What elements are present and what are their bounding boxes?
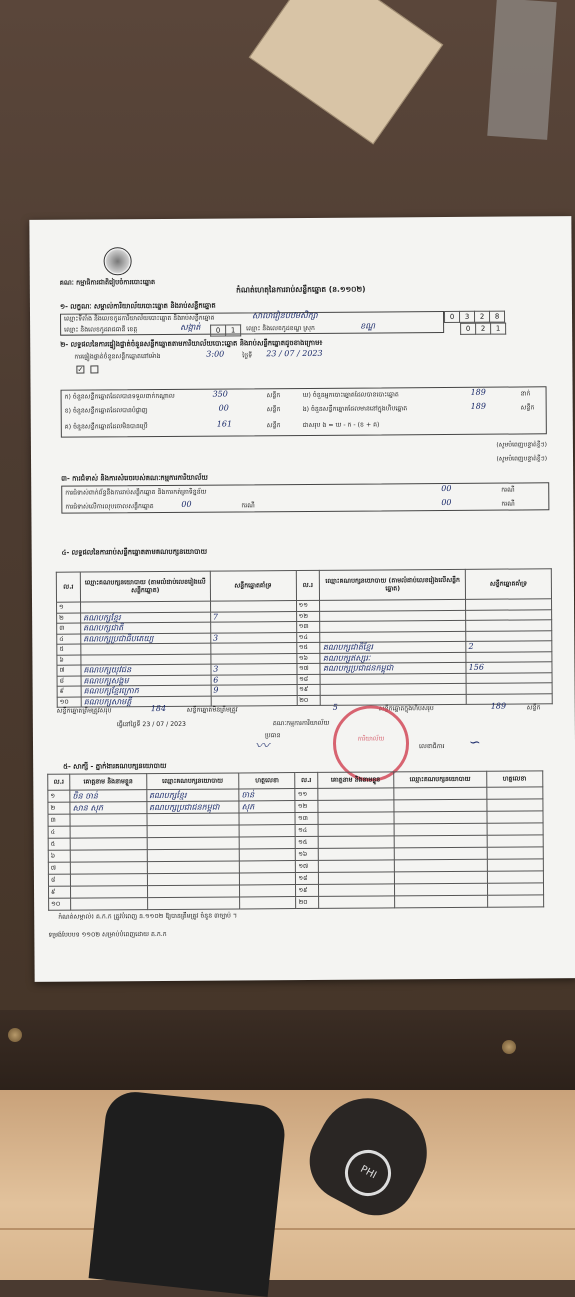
table-cell: ៤ (57, 634, 81, 645)
secretary-label: លេខាធិការ (419, 743, 445, 751)
table-cell: ៧ (48, 862, 70, 874)
table-cell (147, 825, 240, 838)
table-cell (486, 799, 543, 811)
objection-1-value: 00 (441, 483, 452, 494)
checkbox-icon[interactable]: ✓ (77, 365, 84, 374)
table-cell (466, 599, 552, 610)
table-cell: ១៤ (296, 632, 320, 643)
table-cell (210, 643, 296, 654)
table-cell: គណបក្សសាមគ្គី (81, 696, 211, 707)
office-name-label: ឈ្មោះទីតាំង និងលេខកូដការិយាល័យបោះឆ្នោត និងរាប់សន្លឹកឆ្នោត (64, 314, 215, 323)
table-cell (318, 812, 395, 825)
table-cell (318, 896, 395, 909)
election-form (29, 216, 575, 982)
table-cell (318, 836, 395, 849)
table-cell (147, 897, 240, 910)
row-b-unit: សន្លឹក (266, 406, 281, 414)
table-cell: ១៧ (296, 663, 320, 674)
row-a-label: ក) ចំនួនសន្លឹកឆ្នោតដែលបានទទួលពាក់កណ្តាល (64, 392, 175, 401)
row-d-unit: នាក់ (520, 390, 531, 398)
table-cell (394, 823, 487, 836)
fill-note: (សូមបំពេញបន្ទាត់ខ្លីៗ) (496, 455, 548, 463)
table-cell: គណបក្សខ្មែរ (146, 789, 239, 802)
table-cell: គណបក្សប្រជាធិបតេយ្យ (81, 633, 211, 644)
table-cell (211, 695, 297, 706)
formula: ជាសរុប ង = ឃ - ក - (ខ + គ) (302, 421, 380, 429)
table-cell (466, 620, 552, 631)
table-cell: សុភ (239, 801, 295, 813)
table-cell (71, 898, 148, 911)
table-cell: ៥ (48, 838, 70, 850)
footnote-2: ទម្រង់បែបបទ ១១០២ សម្រាប់បំពេញដោយ គ.ក.ក (48, 930, 167, 939)
table-cell (487, 871, 544, 883)
table-cell (211, 653, 297, 664)
table-cell (318, 824, 395, 837)
table-cell: 3 (211, 664, 297, 675)
table-cell (318, 860, 395, 873)
total-all-label: សន្លឹកឆ្នោតក្នុងហិបសរុប (378, 705, 434, 713)
case-unit: ករណី (241, 502, 255, 510)
table-cell: ៦ (48, 850, 70, 862)
district-value: ខណ្ឌ (360, 321, 375, 331)
table-cell (394, 799, 487, 812)
table-cell: គណបក្សយុវជន (81, 664, 211, 675)
table-cell (240, 873, 296, 885)
table-cell (318, 872, 395, 885)
table-cell (210, 622, 296, 633)
table-cell (466, 651, 552, 662)
table-cell (240, 885, 296, 897)
table-cell (239, 837, 295, 849)
table-cell: ១១ (295, 788, 317, 800)
objection-1-label: ការជំទាស់ពាក់ព័ន្ធនឹងការរាប់សន្លឹកឆ្នោត និងការកត់ត្រាទិន្នន័យ (65, 488, 207, 497)
time-label: ការផ្ទៀងផ្ទាត់ចំនួនសន្លឹកឆ្នោតនៅម៉ោង (74, 352, 161, 361)
row-b-value: 00 (218, 403, 229, 413)
row-d-label: ឃ) ចំនួនអ្នកបោះឆ្នោតដែលបានបោះឆ្នោត (302, 391, 399, 399)
chair-signature: 〰 (254, 738, 270, 755)
table-cell (70, 814, 147, 827)
row-d-value: 189 (470, 387, 486, 397)
table-cell (394, 835, 487, 848)
table-cell (487, 859, 544, 871)
row-c-unit: សន្លឹក (266, 422, 281, 430)
table-cell (466, 609, 552, 620)
table-cell: គណបក្សជាតិខ្មែរ (320, 641, 466, 653)
table-cell: ៩ (57, 686, 81, 697)
table-cell (394, 859, 487, 872)
organization-name: គណៈ កម្មាធិការជាតិរៀបចំការបោះឆ្នោត (59, 278, 156, 287)
total-invalid-value: 5 (332, 702, 338, 712)
table-cell: ៨ (57, 676, 81, 687)
table-cell (394, 871, 487, 884)
table-row (49, 895, 544, 910)
district-label: ឈ្មោះ និងលេខកូដខណ្ឌ ស្រុក (246, 324, 315, 333)
table-cell: 3 (210, 632, 296, 643)
witness-table: ល.រ គោត្តនាម និងនាមខ្លួន ឈ្មោះគណបក្សនយោបាយ ហត្ថលេខា ល.រ គោត្តនាម និងនាមខ្លួន ឈ្មោះគណបក្សនយោបាយ ហត្ថលេខា ១ ចិន ចាន់ គណបក្សខ្មែរ ចាន់ ១១ ២ សាន សុភ គណបក្សប្រជាជនកម្ពុជា សុភ ១២ ៣ ១៣ ៤ ១៤ ៥ ១៥ ៦ ១៦ ៧ ១៧ ៨ ១៨ ៩ ១៩ ១០ ២០ (47, 770, 544, 910)
table-cell (317, 788, 394, 801)
table-cell (487, 847, 544, 859)
table-cell: 2 (466, 641, 552, 652)
case-unit: ករណី (501, 486, 515, 494)
table-cell: ១៦ (296, 848, 318, 860)
commune-label: ឈ្មោះ និងលេខកូដរាជធានី ខេត្ត (64, 326, 138, 334)
table-cell: ១ (48, 790, 70, 802)
table-cell (466, 630, 552, 641)
total-valid-label: សន្លឹកឆ្នោតត្រឹមត្រូវសរុប (56, 707, 112, 715)
row-e-value: 189 (470, 401, 486, 411)
table-cell: ១២ (296, 611, 320, 622)
date-label: ថ្ងៃទី (242, 352, 253, 360)
table-cell (147, 837, 240, 850)
table-cell (487, 835, 544, 847)
table-cell: ១៥ (296, 836, 318, 848)
table-cell: គណបក្សឥស្សរៈ (320, 652, 466, 664)
table-cell (466, 683, 552, 694)
row-e-unit: សន្លឹក (520, 404, 535, 412)
table-cell: 9 (211, 685, 297, 696)
table-cell (239, 813, 295, 825)
table-cell (486, 787, 543, 799)
objection-3-value: 00 (441, 497, 452, 508)
table-cell (147, 813, 240, 826)
table-cell: ៣ (57, 623, 81, 634)
section-3-heading: ៣- ការជំទាស់ និងការសំរេចរបស់គណៈកម្មការការិយាល័យ (61, 473, 208, 483)
ruler (487, 0, 556, 140)
table-cell: ១២ (295, 800, 317, 812)
results-table: ល.រ ឈ្មោះគណបក្សនយោបាយ (តាមលំដាប់លេខរៀងលើសន្លឹកឆ្នោត) សន្លឹកឆ្នោតគាំទ្រ ល.រ ឈ្មោះគណបក្សនយោបាយ (តាមលំដាប់លេខរៀងលើសន្លឹកឆ្នោត) សន្លឹកឆ្នោតគាំទ្រ ១ ១១ ២ គណបក្សខ្មែរ 7 ១២ ៣ គណបក្សជាតិ ១៣ ៤ គណបក្សប្រជាធិបតេយ្យ 3 ១៤ ៥ ១៥ គណបក្សជាតិខ្មែរ 2 ៦ ១៦ គណបក្សឥស្សរៈ ៧ គណបក្សយុវជន 3 ១៧ គណបក្សប្រជាជនកម្ពុជា 156 ៨ គណបក្សសង្គម 6 ១៨ ៩ គណបក្សខ្មែរក្រោក 9 ១៩ ១០ គណបក្សសាមគ្គី ២០ (56, 568, 553, 707)
table-cell (147, 885, 240, 898)
total-all-value: 189 (490, 701, 507, 711)
checkbox-icon[interactable] (90, 365, 98, 373)
table-cell (71, 886, 148, 899)
table-cell (239, 861, 295, 873)
secretary-signature: ∽ (468, 734, 481, 751)
table-cell: ១៥ (296, 642, 320, 653)
table-cell: ៣ (48, 814, 70, 826)
district-code: 0 2 1 (460, 323, 506, 335)
table-cell: ២០ (297, 695, 321, 706)
table-cell (210, 601, 296, 612)
table-cell (240, 897, 296, 909)
table-cell (147, 861, 240, 874)
table-cell: ២ (57, 613, 81, 624)
committee-label: គណៈកម្មការការិយាល័យ (272, 719, 330, 728)
table-cell: សាន សុភ (70, 802, 147, 815)
table-cell: ១៨ (297, 674, 321, 685)
table-cell (317, 800, 394, 813)
commune-value: សង្កាត់ (180, 322, 201, 332)
table-cell: ៦ (57, 655, 81, 666)
table-cell (466, 672, 552, 683)
table-cell (70, 850, 147, 863)
row-c-label: គ) ចំនួនសន្លឹកឆ្នោតដែលមិនបានប្រើ (64, 423, 148, 431)
table-cell (71, 874, 148, 887)
table-cell (239, 825, 295, 837)
table-cell: ៨ (48, 874, 70, 886)
footnote-1: កំណត់សម្គាល់៖ គ.ក.ក ត្រូវបំពេញ ន.១១០២ ឱ្យបានត្រឹមត្រូវ ចំនួន ៣ច្បាប់ ។ (58, 912, 238, 921)
table-cell (318, 884, 395, 897)
commune-code: 0 1 (210, 324, 241, 336)
table-cell (70, 862, 147, 875)
row-b-label: ខ) ចំនួនសន្លឹកឆ្នោតដែលបានបំផ្លាញ (64, 407, 148, 415)
screw-icon (502, 1040, 516, 1054)
row-a-value: 350 (212, 389, 228, 399)
table-cell: ៩ (48, 886, 70, 898)
section-5-heading: ៥- សាក្សី - ភ្នាក់ងារគណបក្សនយោបាយ (63, 761, 167, 771)
sheet-unit: សន្លឹក (526, 704, 541, 712)
table-cell: 6 (211, 674, 297, 685)
table-cell: គណបក្សខ្មែរក្រោក (81, 685, 211, 696)
table-cell: ១៣ (295, 812, 317, 824)
office-name-value: សាលារៀនបឋមសិក្សា (251, 310, 318, 321)
table-cell: ១៣ (296, 621, 320, 632)
sandal-logo: PHI (337, 1142, 399, 1204)
case-unit: ករណី (501, 500, 515, 508)
row-a-unit: សន្លឹក (266, 392, 281, 400)
checkbox-row (74, 365, 100, 373)
date-value: 23 / 07 / 2023 (266, 348, 323, 359)
table-cell: ១១ (296, 600, 320, 611)
total-valid-value: 184 (150, 703, 167, 714)
table-cell: គណបក្សប្រជាជនកម្ពុជា (146, 801, 239, 814)
objection-2-value: 00 (181, 499, 192, 509)
table-cell: ១៦ (296, 653, 320, 664)
table-cell: 7 (210, 611, 296, 622)
table-cell (487, 823, 544, 835)
table-cell (394, 811, 487, 824)
table-cell: ៤ (48, 826, 70, 838)
form-title: កំណត់ហេតុនៃការរាប់សន្លឹកឆ្នោត (ន.១១០២) (236, 284, 366, 295)
table-cell: ចាន់ (239, 789, 295, 801)
table-cell: គណបក្សខ្មែរ (81, 612, 211, 623)
section-4-heading: ៤- លទ្ធផលនៃការរាប់សន្លឹកឆ្នោតតាមគណបក្សនយោបាយ (61, 547, 208, 557)
row-e-label: ង) ចំនួនសន្លឹកឆ្នោតដែលមាននៅក្នុងហិបឆ្នោត (302, 405, 408, 413)
table-cell (487, 883, 544, 895)
table-cell: ១០ (57, 697, 81, 708)
table-cell (395, 895, 488, 908)
table-cell: ២០ (296, 896, 318, 908)
table-cell (70, 826, 147, 839)
table-cell: ១៧ (296, 860, 318, 872)
table-cell (394, 847, 487, 860)
table-cell: 156 (466, 662, 552, 673)
signed-date: ធ្វើនៅថ្ងៃទី 23 / 07 / 2023 (116, 720, 186, 729)
section-1-heading: ១- លក្ខណៈ សម្គាល់ការិយាល័យបោះឆ្នោត និងរាប់សន្លឹកឆ្នោត (59, 301, 216, 311)
table-cell (147, 849, 240, 862)
table-cell: គណបក្សប្រជាជនកម្ពុជា (320, 662, 466, 674)
table-cell: ១ (57, 602, 81, 613)
office-code: 0 3 2 8 (444, 311, 505, 323)
table-cell (70, 838, 147, 851)
table-cell: គណបក្សជាតិ (81, 622, 211, 633)
table-cell (147, 873, 240, 886)
table-cell (395, 883, 488, 896)
fill-note: (សូមបំពេញបន្ទាត់ខ្លីៗ) (496, 441, 547, 449)
table-cell (466, 693, 552, 704)
table-cell: ៥ (57, 644, 81, 655)
floor (0, 1090, 575, 1280)
table-cell: ១៩ (297, 684, 321, 695)
objection-2-label: ការជំទាស់លើការលុបចោលសន្លឹកឆ្នោត (65, 503, 154, 511)
table-cell: ១៤ (296, 824, 318, 836)
table-cell: ១០ (49, 898, 71, 910)
table-cell: គណបក្សសង្គម (81, 675, 211, 686)
floor-line (0, 1228, 575, 1230)
table-cell: ១៩ (296, 884, 318, 896)
table-cell (487, 811, 544, 823)
table-cell (318, 848, 395, 861)
official-stamp: ការិយាល័យ (333, 705, 410, 782)
table-cell (394, 787, 487, 800)
row-c-value: 161 (216, 419, 233, 429)
table-cell: ៧ (57, 665, 81, 676)
table-cell (487, 895, 544, 907)
table-cell: ចិន ចាន់ (70, 790, 147, 803)
screw-icon (8, 1028, 22, 1042)
table-cell (321, 694, 467, 706)
nec-logo-icon (104, 247, 132, 275)
section-2-heading: ២- លទ្ធផលនៃការផ្ទៀងផ្ទាត់ចំនួនសន្លឹកឆ្នោតតាមការិយាល័យបោះឆ្នោត និងរាប់សន្លឹកឆ្នោតដូចខាងក្រោម៖ (60, 338, 323, 349)
chair-label: ប្រធាន (264, 732, 281, 740)
table-edge (0, 1010, 575, 1090)
table-cell (239, 849, 295, 861)
table-cell: ១៨ (296, 872, 318, 884)
time-value: 3:00 (206, 349, 225, 359)
table-cell: ២ (48, 802, 70, 814)
total-invalid-label: សន្លឹកឆ្នោតមិនត្រឹមត្រូវ (186, 706, 238, 714)
person-leg (89, 1089, 288, 1297)
